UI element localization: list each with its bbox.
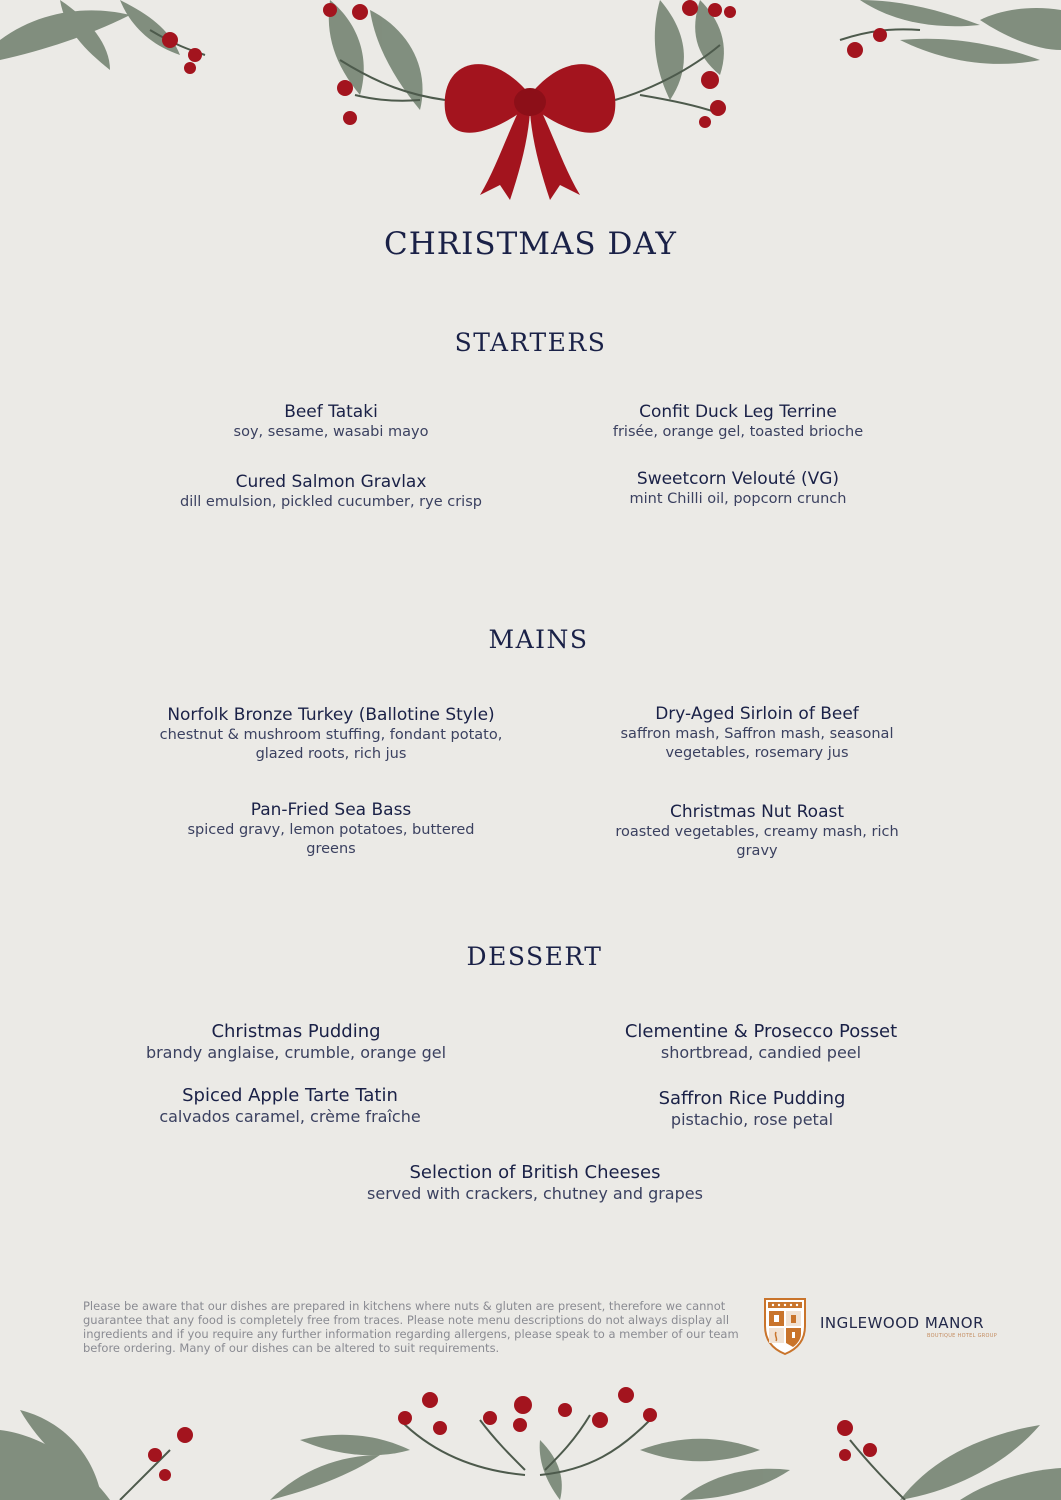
brand-logo	[762, 1296, 1002, 1358]
dish-clementine-prosecco-posset	[581, 1021, 941, 1063]
dish-name: Beef Tataki	[284, 402, 378, 422]
bottom-holly-decoration	[0, 1380, 1061, 1500]
section-heading-starters: STARTERS	[454, 328, 607, 357]
dish-description: roasted vegetables, creamy mash, rich gravy	[615, 824, 899, 859]
dish-description: frisée, orange gel, toasted brioche	[612, 424, 864, 440]
dish-saffron-rice-pudding	[572, 1088, 932, 1130]
dish-name: Cured Salmon Gravlax	[235, 472, 427, 492]
dish-description: dill emulsion, pickled cucumber, rye crisp	[180, 494, 482, 510]
dish-british-cheeses	[315, 1162, 755, 1204]
dish-norfolk-bronze-turkey	[131, 705, 531, 764]
crest-shield-icon	[762, 1296, 808, 1356]
dish-name: Saffron Rice Pudding	[658, 1088, 846, 1109]
page-title: CHRISTMAS DAY	[384, 226, 677, 262]
dish-name: Pan-Fried Sea Bass	[250, 800, 412, 820]
dish-dry-aged-sirloin	[597, 704, 917, 763]
dish-spiced-apple-tarte-tatin	[110, 1085, 470, 1127]
dish-description: brandy anglaise, crumble, orange gel	[145, 1043, 447, 1062]
dish-description: mint Chilli oil, popcorn crunch	[629, 491, 847, 507]
dish-description: soy, sesame, wasabi mayo	[233, 424, 429, 440]
dish-description: pistachio, rose petal	[670, 1110, 834, 1129]
dish-name: Selection of British Cheeses	[409, 1162, 661, 1183]
dish-beef-tataki	[151, 402, 511, 442]
dish-confit-duck-leg-terrine	[558, 402, 918, 442]
dish-pan-fried-sea-bass	[171, 800, 491, 859]
brand-name: INGLEWOOD MANOR	[820, 1314, 985, 1332]
section-heading-mains: MAINS	[488, 625, 589, 654]
top-bow-garland-decoration	[0, 0, 1061, 210]
dish-description: spiced gravy, lemon potatoes, buttered greens	[187, 822, 475, 857]
dish-description: saffron mash, Saffron mash, seasonal vegetables, rosemary jus	[620, 726, 894, 761]
dish-description: shortbread, candied peel	[660, 1043, 862, 1062]
allergen-disclaimer: Please be aware that our dishes are prepared in kitchens where nuts & gluten are present, therefore we cannot guarantee that any food is completely free from traces. Please note menu descriptions do not always display all ingredients and if you require any further information regarding allergens, please speak to a member of our team before ordering. Many of our dishes can be altered to suit requirements.	[83, 1299, 739, 1355]
dish-christmas-nut-roast	[597, 802, 917, 861]
dish-description: calvados caramel, crème fraîche	[159, 1107, 421, 1126]
dish-description: served with crackers, chutney and grapes	[367, 1184, 703, 1203]
dish-name: Sweetcorn Velouté (VG)	[636, 469, 840, 489]
dish-name: Clementine & Prosecco Posset	[624, 1021, 898, 1042]
dish-name: Confit Duck Leg Terrine	[639, 402, 837, 422]
dish-name: Dry-Aged Sirloin of Beef	[655, 704, 859, 724]
dish-christmas-pudding	[116, 1021, 476, 1063]
dish-name: Spiced Apple Tarte Tatin	[182, 1085, 398, 1106]
dish-cured-salmon-gravlax	[131, 472, 531, 512]
dish-name: Christmas Nut Roast	[669, 802, 845, 822]
brand-subtitle: BOUTIQUE HOTEL GROUP	[927, 1333, 998, 1339]
dish-sweetcorn-veloute	[558, 469, 918, 509]
dish-name: Norfolk Bronze Turkey (Ballotine Style)	[167, 705, 495, 725]
dish-description: chestnut & mushroom stuffing, fondant potato, glazed roots, rich jus	[159, 727, 503, 762]
dish-name: Christmas Pudding	[211, 1021, 381, 1042]
section-heading-dessert: DESSERT	[466, 942, 603, 971]
